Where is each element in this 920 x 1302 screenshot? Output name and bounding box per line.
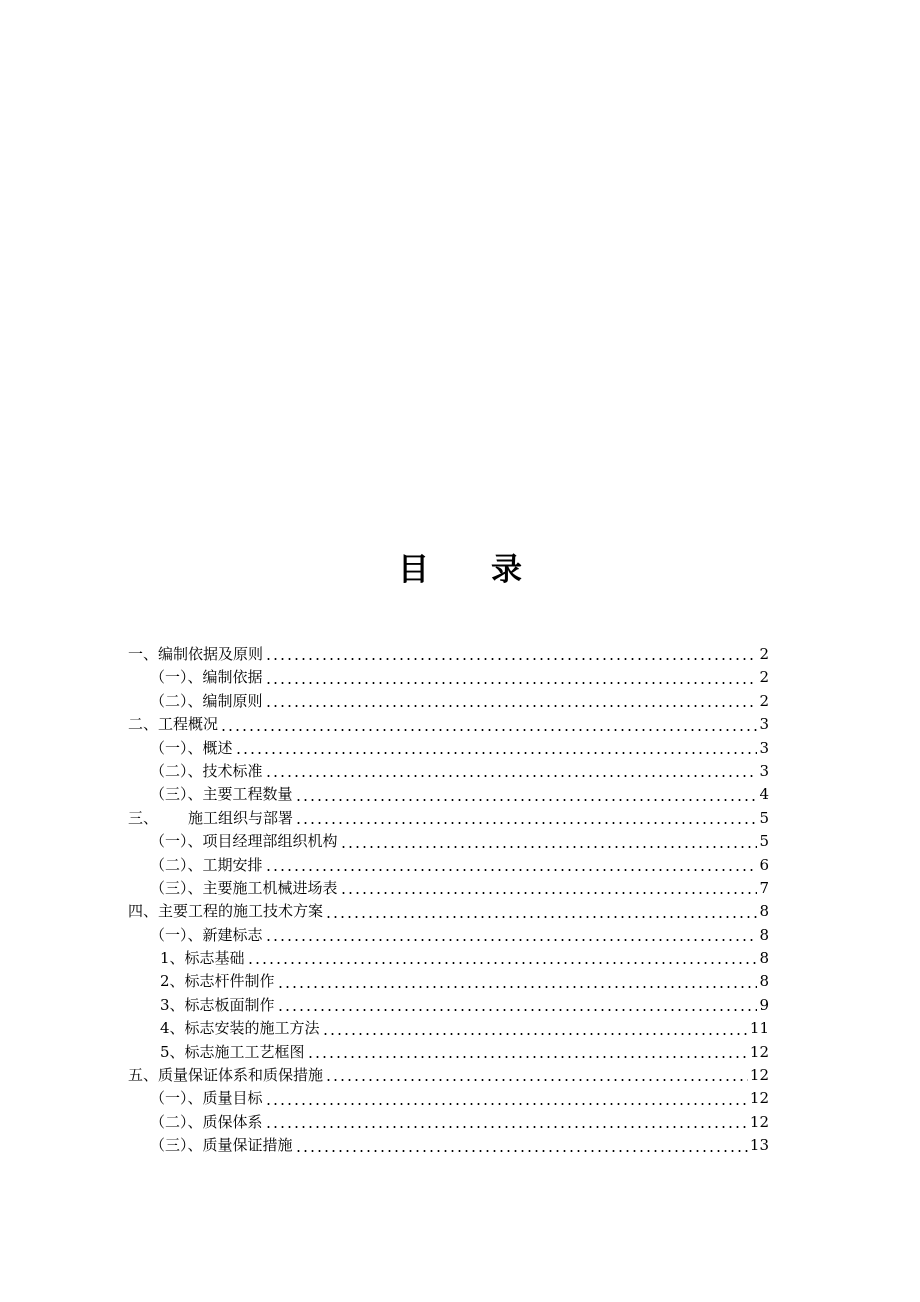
toc-dot-leader bbox=[307, 1056, 748, 1058]
toc-entry-text bbox=[128, 713, 218, 736]
toc-entry-text bbox=[128, 1064, 323, 1087]
toc-entry-label: 五、质量保证体系和质保措施 bbox=[128, 1066, 324, 1085]
toc-page-number: 12 bbox=[749, 1089, 769, 1108]
toc-entry-label: （三）、主要工程数量 bbox=[150, 785, 293, 804]
toc-dot-leader bbox=[247, 962, 758, 964]
toc-dot-leader bbox=[265, 939, 758, 941]
toc-entry[interactable] bbox=[128, 830, 769, 853]
toc-entry-text bbox=[150, 830, 338, 853]
toc-dot-leader bbox=[265, 705, 758, 707]
toc-entry-label: （一）、新建标志 bbox=[150, 925, 263, 944]
toc-entry-label: （一）、概述 bbox=[150, 738, 233, 757]
toc-entry-label: 三、 bbox=[128, 808, 159, 827]
toc-entry[interactable] bbox=[128, 900, 769, 923]
toc-dot-leader bbox=[265, 1103, 748, 1105]
toc-entry[interactable] bbox=[128, 760, 769, 783]
toc-entry-label: 四、主要工程的施工技术方案 bbox=[128, 902, 324, 921]
toc-page-number: 2 bbox=[759, 691, 769, 710]
toc-page-number: 8 bbox=[759, 949, 769, 968]
toc-dot-leader bbox=[265, 658, 757, 660]
toc-page-number: 8 bbox=[759, 902, 769, 921]
toc-dot-leader bbox=[265, 682, 758, 684]
toc-entry-label: （一）、编制依据 bbox=[150, 668, 263, 687]
toc-entry-label: （一）、项目经理部组织机构 bbox=[150, 832, 338, 851]
toc-entry-label: 2、标志杆件制作 bbox=[160, 972, 275, 991]
toc-entry-text bbox=[160, 947, 245, 970]
toc-entry[interactable] bbox=[128, 1111, 769, 1134]
toc-entry-label: 4、标志安装的施工方法 bbox=[160, 1019, 320, 1038]
toc-entry-label: （二）、工期安排 bbox=[150, 855, 263, 874]
toc-entry[interactable] bbox=[128, 1087, 769, 1110]
toc-entry[interactable] bbox=[128, 807, 769, 830]
toc-entry-label: （二）、质保体系 bbox=[150, 1112, 263, 1131]
toc-entry-text bbox=[128, 807, 293, 830]
toc-entry[interactable] bbox=[128, 737, 769, 760]
toc-entry[interactable] bbox=[128, 877, 769, 900]
toc-entry-text bbox=[150, 666, 263, 689]
toc-entry[interactable] bbox=[128, 994, 769, 1017]
toc-page-number: 8 bbox=[759, 972, 769, 991]
toc-page-number: 2 bbox=[759, 668, 769, 687]
toc-entry-text bbox=[150, 854, 263, 877]
toc-entry[interactable] bbox=[128, 924, 769, 947]
toc-entry[interactable] bbox=[128, 970, 769, 993]
toc-entry[interactable] bbox=[128, 1017, 769, 1040]
toc-entry-label: 二、工程概况 bbox=[128, 715, 219, 734]
toc-dot-leader bbox=[325, 916, 757, 918]
toc-entry[interactable] bbox=[128, 854, 769, 877]
toc-entry-label: （三）、质量保证措施 bbox=[150, 1136, 293, 1155]
toc-entry-text bbox=[128, 643, 263, 666]
toc-entry-label-continued: 施工组织与部署 bbox=[188, 808, 294, 827]
toc-entry-label: （二）、编制原则 bbox=[150, 691, 263, 710]
toc-page-number: 2 bbox=[759, 645, 769, 663]
toc-entry-label: 1、标志基础 bbox=[160, 949, 245, 968]
toc-entry-text bbox=[150, 877, 338, 900]
toc-entry-text bbox=[160, 1017, 320, 1040]
toc-dot-leader bbox=[295, 1150, 748, 1152]
toc-entry-text bbox=[150, 760, 263, 783]
toc-entry[interactable] bbox=[128, 1064, 769, 1087]
toc-page-number: 12 bbox=[749, 1042, 769, 1061]
toc-entry[interactable] bbox=[128, 947, 769, 970]
toc-title bbox=[0, 548, 920, 592]
toc-entry-label: 5、标志施工工艺框图 bbox=[160, 1042, 305, 1061]
toc-entry-text bbox=[150, 924, 263, 947]
toc-entry[interactable] bbox=[128, 713, 769, 736]
toc-entry-text bbox=[128, 900, 323, 923]
toc-page-number: 3 bbox=[759, 738, 769, 757]
toc-entry-text bbox=[150, 737, 233, 760]
toc-page-number: 3 bbox=[759, 715, 769, 734]
toc-page-number: 12 bbox=[749, 1066, 769, 1085]
toc-dot-leader bbox=[277, 1009, 758, 1011]
toc-dot-leader bbox=[340, 892, 758, 894]
toc-dot-leader bbox=[340, 846, 758, 848]
toc-entry[interactable] bbox=[128, 690, 769, 713]
toc-entry[interactable] bbox=[128, 643, 769, 666]
toc-dot-leader bbox=[265, 869, 758, 871]
toc-entry[interactable] bbox=[128, 666, 769, 689]
toc-entry-text bbox=[150, 1087, 263, 1110]
toc-dot-leader bbox=[295, 799, 758, 801]
table-of-contents bbox=[128, 643, 769, 1158]
toc-page-number: 12 bbox=[749, 1112, 769, 1131]
toc-entry-label: （二）、技术标准 bbox=[150, 761, 263, 780]
toc-entry[interactable] bbox=[128, 1134, 769, 1157]
toc-page-number: 3 bbox=[759, 761, 769, 780]
toc-dot-leader bbox=[265, 1126, 748, 1128]
toc-entry[interactable] bbox=[128, 783, 769, 806]
toc-entry-text bbox=[150, 1134, 293, 1157]
toc-entry-label: 3、标志板面制作 bbox=[160, 995, 275, 1014]
toc-entry-text bbox=[160, 970, 275, 993]
toc-dot-leader bbox=[277, 986, 758, 988]
toc-page-number: 8 bbox=[759, 925, 769, 944]
toc-entry-text bbox=[160, 994, 275, 1017]
toc-entry-text bbox=[150, 783, 293, 806]
toc-dot-leader bbox=[235, 752, 758, 754]
toc-dot-leader bbox=[322, 1033, 748, 1035]
toc-page-number: 6 bbox=[759, 855, 769, 874]
toc-page-number: 5 bbox=[759, 832, 769, 851]
toc-entry-label: 一、编制依据及原则 bbox=[128, 645, 264, 663]
toc-page-number: 4 bbox=[759, 785, 769, 804]
toc-dot-leader bbox=[295, 822, 757, 824]
toc-entry-text bbox=[150, 1111, 263, 1134]
toc-page-number: 11 bbox=[749, 1019, 769, 1038]
toc-title-char-1: 目 bbox=[398, 552, 429, 588]
toc-page-number: 9 bbox=[759, 995, 769, 1014]
toc-title-char-2: 录 bbox=[491, 552, 522, 588]
toc-entry-text bbox=[160, 1041, 305, 1064]
toc-dot-leader bbox=[265, 775, 758, 777]
toc-page-number: 7 bbox=[759, 878, 769, 897]
toc-entry-label: （三）、主要施工机械进场表 bbox=[150, 878, 338, 897]
toc-entry[interactable] bbox=[128, 1041, 769, 1064]
toc-dot-leader bbox=[220, 729, 757, 731]
toc-entry-label: （一）、质量目标 bbox=[150, 1089, 263, 1108]
toc-page-number: 13 bbox=[749, 1136, 769, 1155]
toc-page-number: 5 bbox=[759, 808, 769, 827]
toc-dot-leader bbox=[325, 1079, 748, 1081]
toc-entry-text bbox=[150, 690, 263, 713]
